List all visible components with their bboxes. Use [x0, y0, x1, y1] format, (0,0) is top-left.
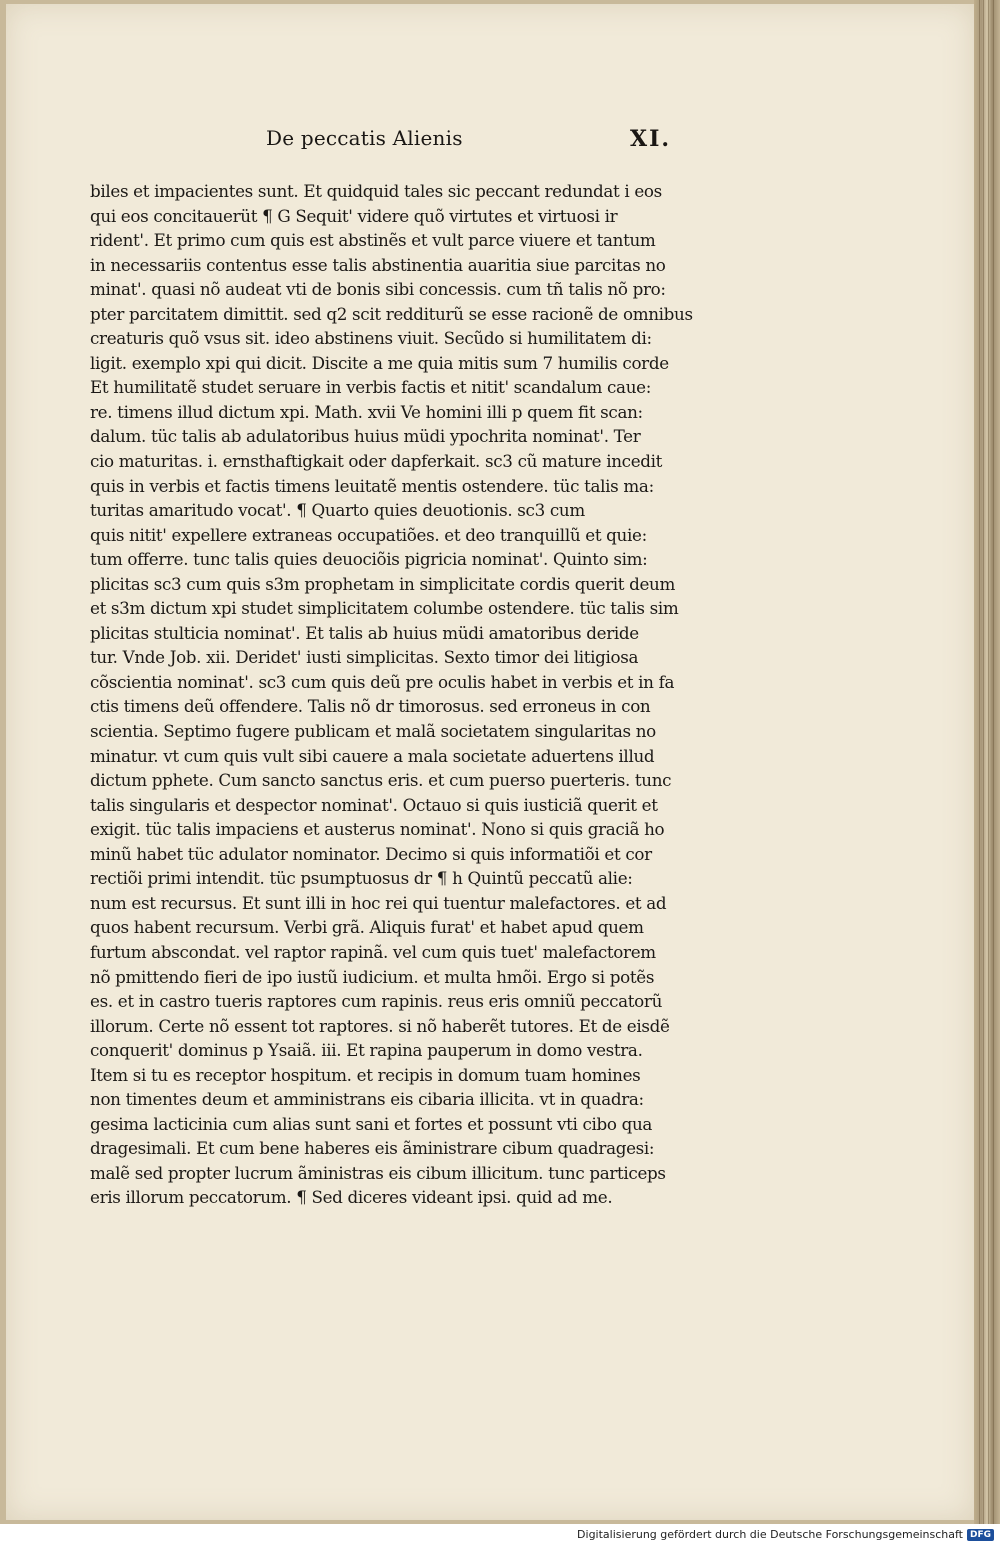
text-line: minũ habet tüc adulator nominator. Decimo si quis informatiõi et cor: [90, 844, 652, 865]
text-line: exigit. tüc talis impaciens et austerus nominat'. Nono si quis graciã ho: [90, 820, 665, 841]
text-line: dragesimali. Et cum bene haberes eis ãministrare cibum quadragesi:: [90, 1139, 655, 1160]
text-line: minatur. vt cum quis vult sibi cauere a mala societate aduertens illud: [90, 746, 655, 767]
text-line: gesima lacticinia cum alias sunt sani et fortes et possunt vti cibo qua: [90, 1114, 653, 1135]
text-line: Item si tu es receptor hospitum. et recipis in domum tuam homines: [90, 1065, 641, 1086]
text-line: cio maturitas. i. ernsthaftigkait oder dapferkait. sc3 cũ mature incedit: [90, 452, 663, 473]
text-line: ctis timens deũ offendere. Talis nõ dr timorosus. sed erroneus in con: [90, 697, 651, 718]
text-line: eris illorum peccatorum. ¶ Sed diceres videant ipsi. quid ad me.: [90, 1188, 613, 1209]
text-line: quos habent recursum. Verbi grã. Aliquis furat' et habet apud quem: [90, 918, 644, 939]
text-line: non timentes deum et amministrans eis cibaria illicita. vt in quadra:: [90, 1090, 644, 1111]
running-head: De peccatis Alienis: [266, 126, 463, 150]
credit-text: Digitalisierung gefördert durch die Deutsche Forschungsgemeinschaft: [577, 1528, 963, 1541]
text-line: tur. Vnde Job. xii. Deridet' iusti simplicitas. Sexto timor dei litigiosa: [90, 648, 639, 669]
text-line: plicitas sc3 cum quis s3m prophetam in simplicitate cordis querit deum: [90, 574, 676, 595]
text-block: [90, 180, 740, 1211]
text-line: re. timens illud dictum xpi. Math. xvii Ve homini illi p quem fit scan:: [90, 402, 643, 423]
text-line: es. et in castro tueris raptores cum rapinis. reus eris omniũ peccatorũ: [90, 992, 663, 1013]
book-page: [6, 4, 975, 1520]
text-line: illorum. Certe nõ essent tot raptores. si nõ haberẽt tutores. Et de eisdẽ: [90, 1016, 670, 1037]
text-line: biles et impacientes sunt. Et quidquid tales sic peccant redundat i eos: [90, 182, 662, 202]
text-line: tum offerre. tunc talis quies deuociõis pigricia nominat'. Quinto sim:: [90, 550, 648, 571]
dfg-logo: DFG: [967, 1529, 994, 1541]
text-line: nõ pmittendo fieri de ipo iustũ iudicium. et multa hmõi. Ergo si potẽs: [90, 967, 655, 988]
text-line: rident'. Et primo cum quis est abstinẽs et vult parce viuere et tantum: [90, 231, 656, 252]
text-line: num est recursus. Et sunt illi in hoc rei qui tuentur malefactores. et ad: [90, 893, 667, 914]
text-line: et s3m dictum xpi studet simplicitatem columbe ostendere. tüc talis sim: [90, 599, 679, 620]
text-line: in necessariis contentus esse talis abstinentia auaritia siue parcitas no: [90, 255, 666, 276]
text-line: conquerit' dominus p Ysaiã. iii. Et rapina pauperum in domo vestra.: [90, 1041, 643, 1062]
text-line: Et humilitatẽ studet seruare in verbis factis et nitit' scandalum caue:: [90, 378, 652, 399]
page-edge: [974, 0, 1000, 1524]
text-line: qui eos concitauerüt ¶ G Sequit' videre quõ virtutes et virtuosi ir: [90, 206, 618, 227]
text-line: quis in verbis et factis timens leuitatẽ mentis ostendere. tüc talis ma:: [90, 476, 654, 497]
text-line: furtum abscondat. vel raptor rapinã. vel cum quis tuet' malefactorem: [90, 942, 656, 963]
text-line: quis nitit' expellere extraneas occupatiões. et deo tranquillũ et quie:: [90, 525, 647, 546]
text-line: talis singularis et despector nominat'. Octauo si quis iusticiã querit et: [90, 795, 658, 816]
text-line: turitas amaritudo vocat'. ¶ Quarto quies deuotionis. sc3 cum: [90, 501, 585, 522]
text-line: scientia. Septimo fugere publicam et malã societatem singularitas no: [90, 722, 656, 743]
text-line: rectiõi primi intendit. tüc psumptuosus dr ¶ h Quintũ peccatũ alie:: [90, 869, 633, 890]
text-line: plicitas stulticia nominat'. Et talis ab huius müdi amatoribus deride: [90, 623, 639, 644]
text-line: cõscientia nominat'. sc3 cum quis deũ pre oculis habet in verbis et in fa: [90, 672, 675, 693]
text-line: creaturis quõ vsus sit. ideo abstinens viuit. Secũdo si humilitatem di:: [90, 329, 652, 350]
text-line: minat'. quasi nõ audeat vti de bonis sibi concessis. cum tñ talis nõ pro:: [90, 280, 666, 301]
text-line: ligit. exemplo xpi qui dicit. Discite a me quia mitis sum 7 humilis corde: [90, 353, 669, 374]
text-line: dalum. tüc talis ab adulatoribus huius müdi ypochrita nominat'. Ter: [90, 427, 641, 448]
text-line: malẽ sed propter lucrum ãministras eis cibum illicitum. tunc particeps: [90, 1163, 666, 1184]
digitization-credit: [577, 1528, 994, 1546]
page-header: [266, 126, 706, 156]
text-line: pter parcitatem dimittit. sed q2 scit redditurũ se esse racionẽ de omnibus: [90, 304, 693, 325]
text-line: dictum pphete. Cum sancto sanctus eris. et cum puerso puerteris. tunc: [90, 771, 672, 792]
folio-number: XI.: [630, 126, 672, 152]
